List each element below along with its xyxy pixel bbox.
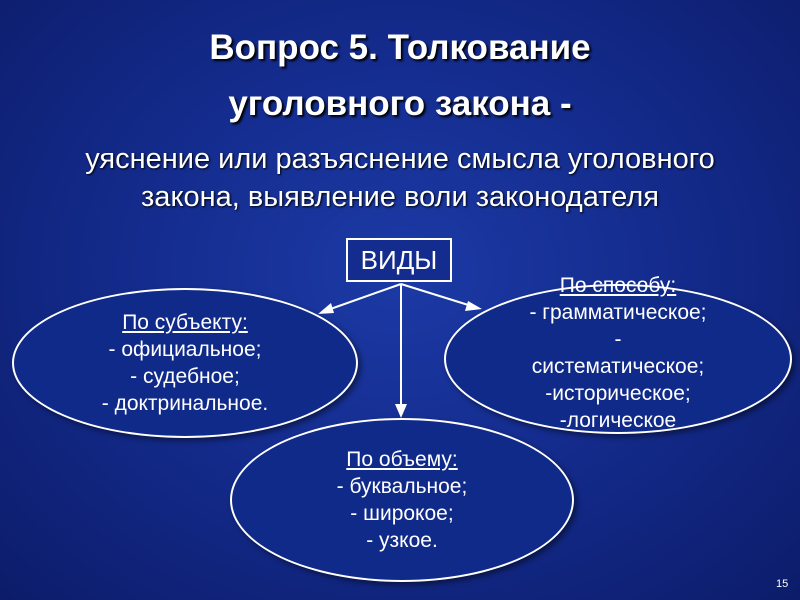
page-number: 15 [776, 578, 789, 590]
arrow-to-method [401, 284, 478, 308]
by-subject-item: - доктринальное. [101, 392, 269, 415]
by-scope-item: - узкое. [366, 529, 438, 552]
title-line-2: уголовного закона - [228, 84, 572, 123]
by-method-item: - грамматическое; [529, 301, 707, 324]
by-scope-ellipse [230, 418, 574, 582]
by-method-item: - [614, 328, 622, 351]
by-method-heading: По способу: [559, 274, 677, 297]
definition-line-2: закона, выявление воли законодателя [141, 181, 659, 213]
by-method-item: систематическое; [531, 355, 705, 378]
by-method-item: -логическое [559, 409, 677, 432]
title-line-1: Вопрос 5. Толкование [209, 28, 591, 67]
by-method-item: -историческое; [545, 382, 691, 405]
arrowhead-scope [395, 404, 407, 418]
by-scope-heading: По объему: [346, 448, 458, 471]
by-subject-heading: По субъекту: [122, 311, 248, 334]
by-method-ellipse [444, 274, 792, 434]
types-box: ВИДЫ [346, 238, 452, 282]
arrowhead-subject [318, 303, 334, 314]
by-subject-ellipse [12, 288, 358, 438]
arrow-to-subject [322, 284, 401, 312]
by-subject-item: - официальное; [108, 338, 262, 361]
by-scope-item: - буквальное; [336, 475, 468, 498]
by-method-content [529, 272, 706, 434]
definition-line-1: уяснение или разъяснение смысла уголовного [85, 143, 715, 175]
by-subject-item: - судебное; [130, 365, 240, 388]
by-scope-item: - широкое; [350, 502, 454, 525]
arrowhead-method [465, 301, 482, 311]
